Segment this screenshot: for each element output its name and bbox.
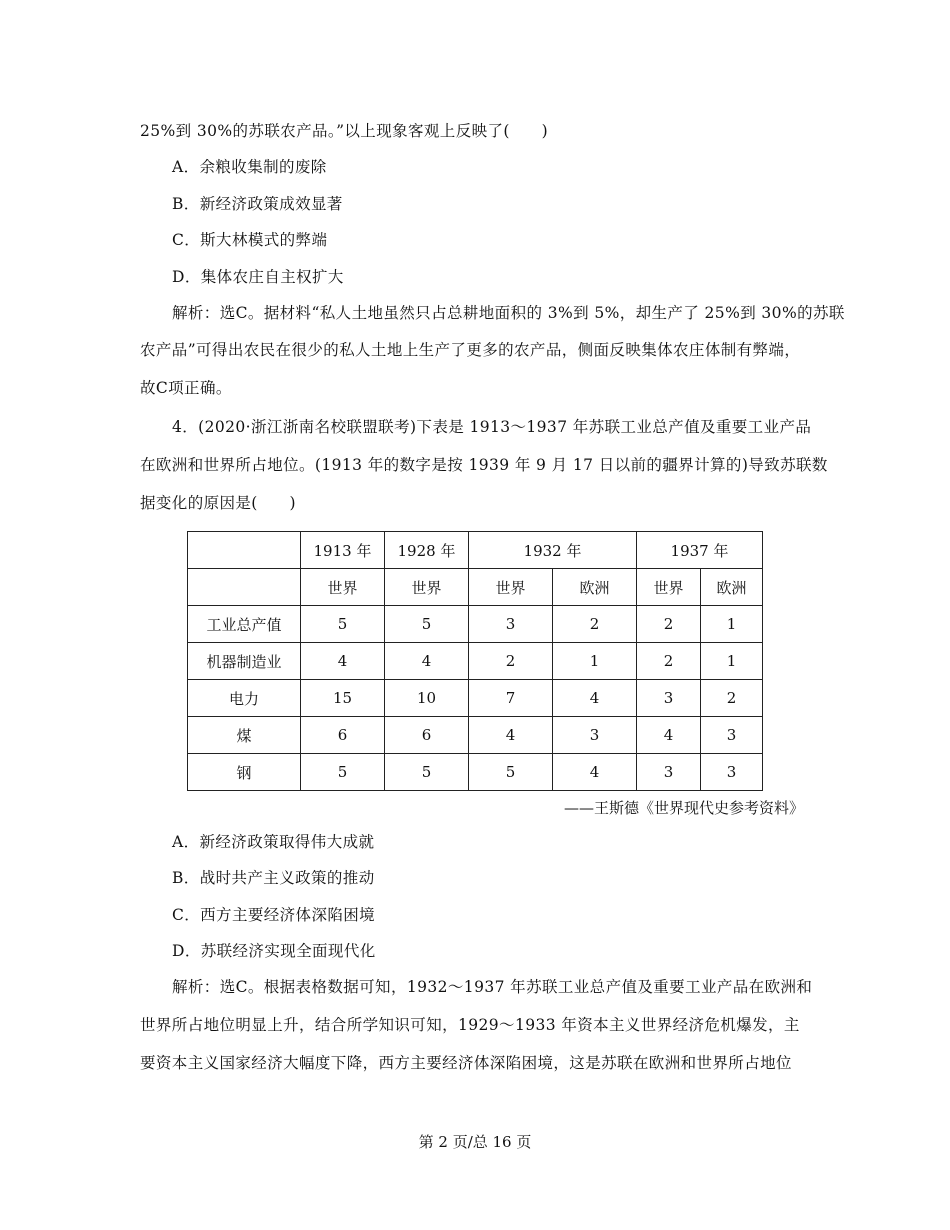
table-cell: 4: [637, 717, 701, 754]
row-label: 电力: [188, 680, 301, 717]
q4-option-d: D．苏联经济实现全面现代化: [172, 942, 376, 960]
page-number-footer: 第 2 页/总 16 页: [418, 1133, 532, 1151]
row-label: 煤: [188, 717, 301, 754]
q4-option-c: C．西方主要经济体深陷困境: [172, 906, 376, 924]
table-subheader: 欧洲: [553, 569, 637, 606]
q3-option-c: C．斯大林模式的弊端: [172, 231, 328, 249]
table-cell: 4: [385, 643, 469, 680]
table-cell: 3: [637, 680, 701, 717]
table-cell: 3: [553, 717, 637, 754]
table-row: [188, 717, 763, 754]
q3-analysis-line-1: 解析：选C。据材料“私人土地虽然只占总耕地面积的 3%到 5%，却生产了 25%到 30%的苏联: [172, 304, 845, 322]
table-corner-cell: [188, 532, 301, 569]
q4-analysis-line-2: 世界所占地位明显上升，结合所学知识可知，1929～1933 年资本主义世界经济危机爆发，主: [140, 1016, 800, 1034]
table-cell: 2: [637, 606, 701, 643]
table-cell: 15: [301, 680, 385, 717]
row-label: 钢: [188, 754, 301, 791]
q3-option-a: A．余粮收集制的废除: [172, 158, 327, 176]
q3-option-b: B．新经济政策成效显著: [172, 195, 343, 213]
table-year-header: 1913 年: [301, 532, 385, 569]
table-cell: 10: [385, 680, 469, 717]
table-cell: 2: [469, 643, 553, 680]
table-year-header: 1937 年: [637, 532, 763, 569]
table-cell: 4: [553, 680, 637, 717]
table-year-header: 1932 年: [469, 532, 637, 569]
q4-stem-line-2: 在欧洲和世界所占地位。(1913 年的数字是按 1939 年 9 月 17 日以前的疆界计算的)导致苏联数: [140, 456, 828, 474]
table-row: [188, 754, 763, 791]
table-cell: 3: [637, 754, 701, 791]
q3-option-d: D．集体农庄自主权扩大: [172, 268, 344, 286]
table-cell: 1: [701, 606, 763, 643]
table-subheader: 世界: [469, 569, 553, 606]
table-cell: 2: [553, 606, 637, 643]
table-cell: 1: [701, 643, 763, 680]
q3-stem-tail: 25%到 30%的苏联农产品。”以上现象客观上反映了( ): [140, 122, 549, 140]
q4-option-b: B．战时共产主义政策的推动: [172, 869, 375, 887]
table-row: [188, 606, 763, 643]
table-cell: 4: [469, 717, 553, 754]
table-row: [188, 680, 763, 717]
table-cell: 3: [469, 606, 553, 643]
table-subheader: 世界: [385, 569, 469, 606]
table-cell: 4: [301, 643, 385, 680]
table-cell: 6: [301, 717, 385, 754]
table-empty-cell: [188, 569, 301, 606]
table-cell: 2: [701, 680, 763, 717]
table-cell: 3: [701, 754, 763, 791]
table-cell: 5: [385, 754, 469, 791]
row-label: 工业总产值: [188, 606, 301, 643]
table-cell: 5: [301, 754, 385, 791]
q4-option-a: A．新经济政策取得伟大成就: [172, 833, 375, 851]
q3-analysis-line-3: 故C项正确。: [140, 379, 232, 397]
table-cell: 1: [553, 643, 637, 680]
q3-analysis-line-2: 农产品”可得出农民在很少的私人土地上生产了更多的农产品，侧面反映集体农庄体制有弊端，: [140, 341, 801, 359]
q4-analysis-line-3: 要资本主义国家经济大幅度下降，西方主要经济体深陷困境，这是苏联在欧洲和世界所占地位: [140, 1054, 792, 1072]
q4-analysis-line-1: 解析：选C。根据表格数据可知，1932～1937 年苏联工业总产值及重要工业产品在欧洲和: [172, 978, 813, 996]
table-cell: 2: [637, 643, 701, 680]
row-label: 机器制造业: [188, 643, 301, 680]
table-cell: 7: [469, 680, 553, 717]
table-row: [188, 643, 763, 680]
q4-stem-line-3: 据变化的原因是( ): [140, 494, 296, 512]
table-source: ——王斯德《世界现代史参考资料》: [563, 799, 804, 817]
table-subheader: 世界: [301, 569, 385, 606]
table-subheader: 欧洲: [701, 569, 763, 606]
table-cell: 6: [385, 717, 469, 754]
table-year-header: 1928 年: [385, 532, 469, 569]
table-cell: 5: [469, 754, 553, 791]
table-subheader-row: [188, 569, 763, 606]
table-subheader: 世界: [637, 569, 701, 606]
table-cell: 4: [553, 754, 637, 791]
q4-stem-line-1: 4．(2020·浙江浙南名校联盟联考)下表是 1913～1937 年苏联工业总产值及重要工业产品: [172, 418, 812, 436]
table-header-row: [188, 532, 763, 569]
table-cell: 5: [301, 606, 385, 643]
table-cell: 5: [385, 606, 469, 643]
data-table: [187, 531, 763, 791]
table-cell: 3: [701, 717, 763, 754]
